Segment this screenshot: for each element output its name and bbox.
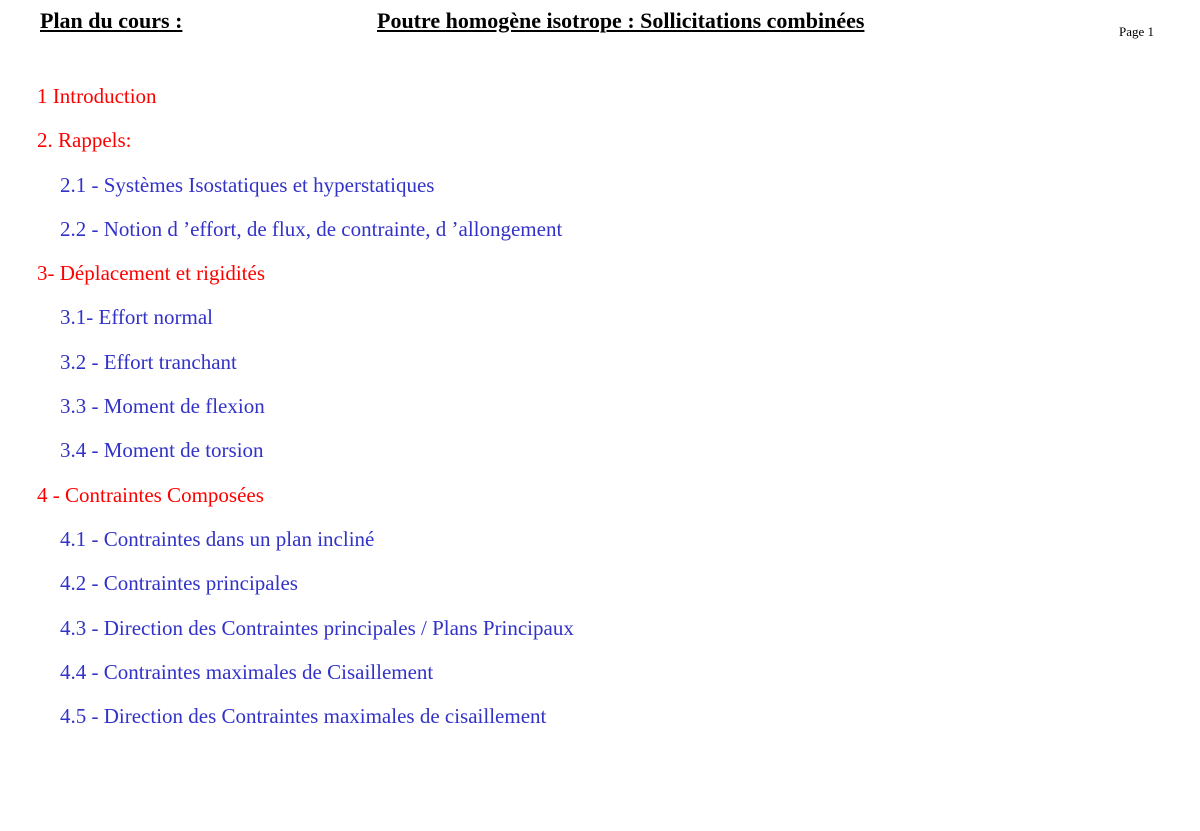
toc-item-3-1: 3.1- Effort normal — [60, 305, 213, 330]
toc-item-3-3: 3.3 - Moment de flexion — [60, 394, 265, 419]
toc-item-3-4: 3.4 - Moment de torsion — [60, 438, 264, 463]
toc-section-deplacement: 3- Déplacement et rigidités — [37, 261, 265, 286]
page-title: Poutre homogène isotrope : Sollicitations combinées — [377, 8, 865, 33]
page-number: Page 1 — [1119, 24, 1155, 39]
toc-item-4-4: 4.4 - Contraintes maximales de Cisaillement — [60, 659, 434, 684]
toc-item-4-3: 4.3 - Direction des Contraintes principales / Plans Principaux — [60, 615, 574, 640]
toc-item-2-1: 2.1 - Systèmes Isostatiques et hyperstatiques — [60, 172, 435, 197]
toc-item-2-2: 2.2 - Notion d ’effort, de flux, de contrainte, d ’allongement — [60, 216, 563, 241]
table-of-contents — [0, 80, 574, 744]
course-plan-label: Plan du cours : — [40, 8, 183, 33]
toc-item-4-5: 4.5 - Direction des Contraintes maximales de cisaillement — [60, 704, 547, 729]
toc-section-introduction: 1 Introduction — [37, 84, 157, 108]
toc-section-contraintes: 4 - Contraintes Composées — [37, 482, 264, 507]
toc-item-3-2: 3.2 - Effort tranchant — [60, 349, 237, 374]
toc-item-4-2: 4.2 - Contraintes principales — [60, 571, 298, 596]
toc-section-rappels: 2. Rappels: — [37, 128, 132, 153]
toc-item-4-1: 4.1 - Contraintes dans un plan incliné — [60, 526, 375, 551]
